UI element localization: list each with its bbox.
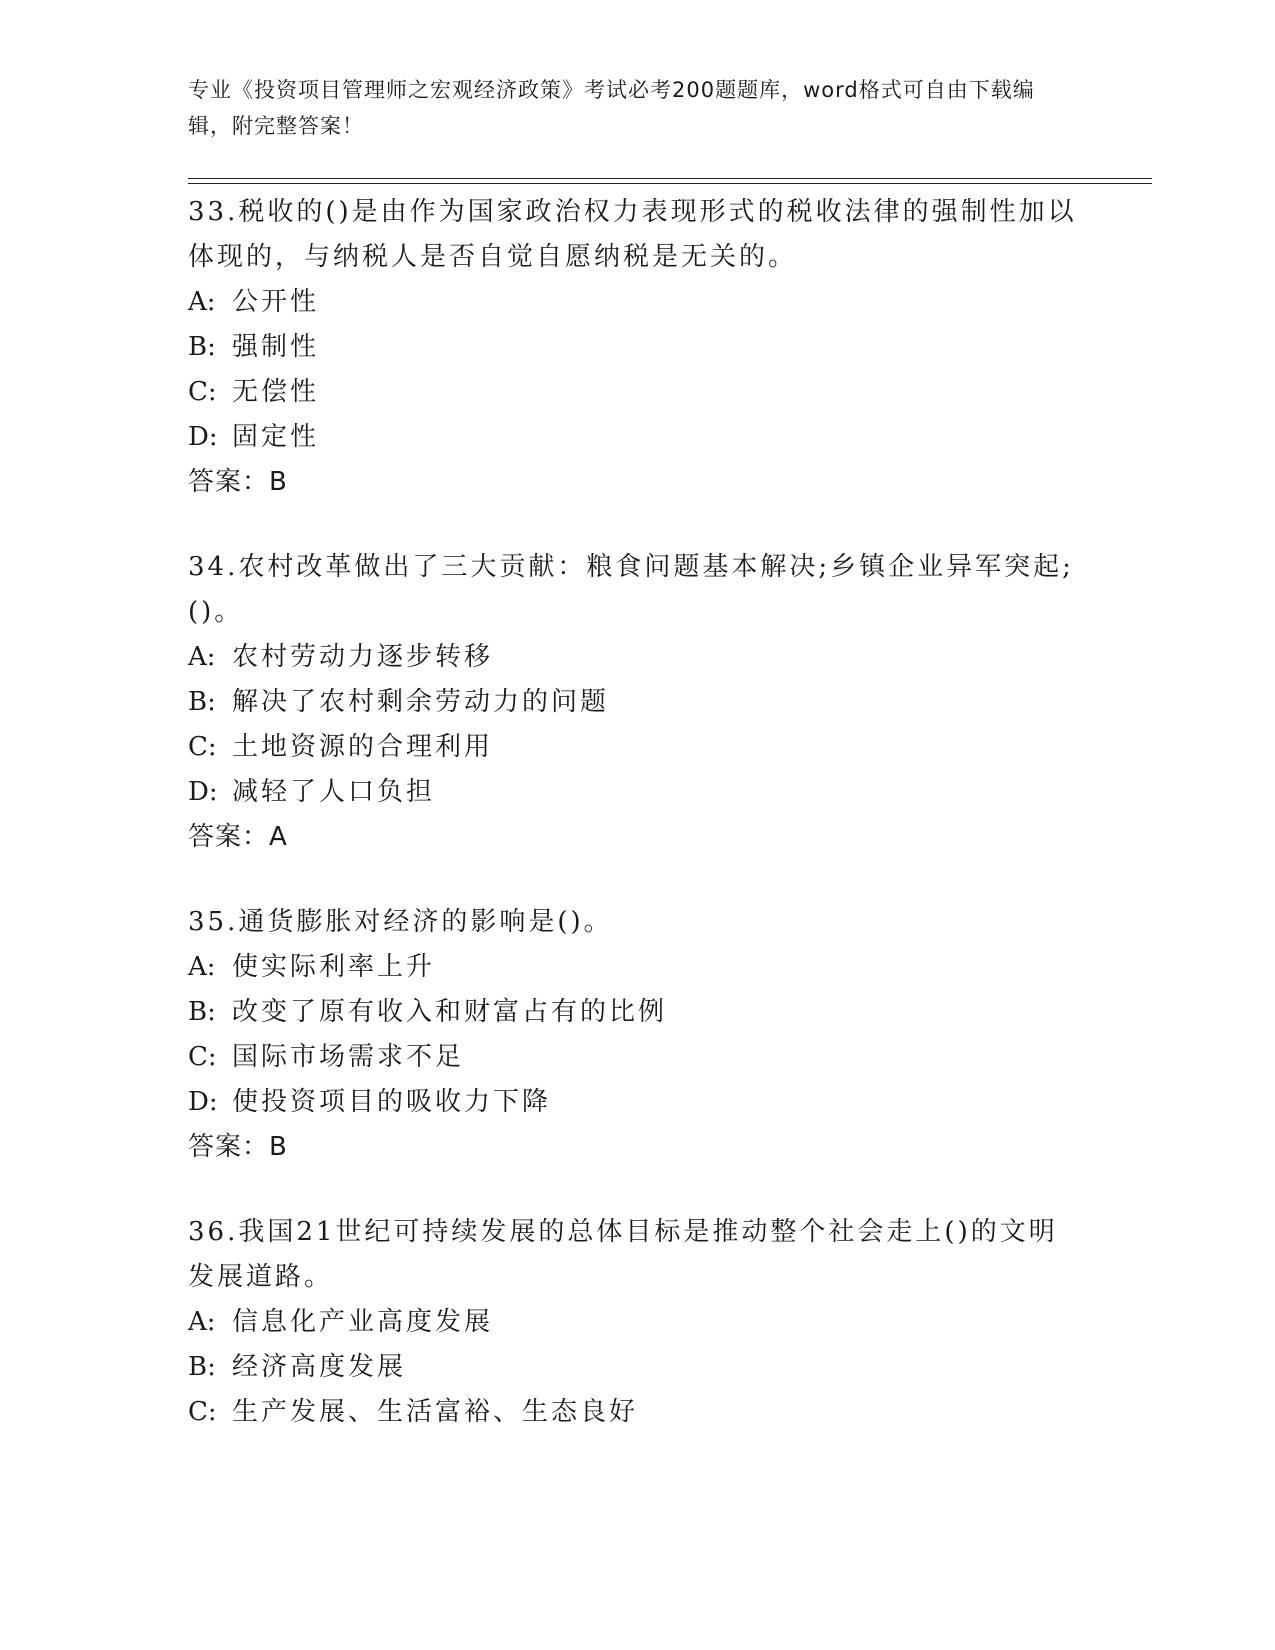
question-stem: 33.税收的()是由作为国家政治权力表现形式的税收法律的强制性加以体现的，与纳税人是否自觉自愿纳税是无关的。 [188, 197, 1077, 272]
option-text: 生产发展、生活富裕、生态良好 [232, 1397, 639, 1427]
question-stem: 35.通货膨胀对经济的影响是()。 [188, 907, 613, 937]
option-text: 改变了原有收入和财富占有的比例 [232, 997, 668, 1027]
answer-line: 答案：B [188, 467, 288, 497]
option-text: 使投资项目的吸收力下降 [232, 1087, 552, 1117]
question-33 [188, 190, 1088, 505]
option-text: 经济高度发展 [232, 1352, 407, 1382]
option-key: D: [188, 777, 218, 807]
option-key: D: [188, 422, 218, 452]
question-list [188, 190, 1088, 1475]
option-text: 减轻了人口负担 [232, 777, 436, 807]
option-key: B: [188, 332, 216, 362]
option-text: 固定性 [232, 422, 320, 452]
option-d [188, 770, 1088, 815]
option-d [188, 1080, 1088, 1125]
answer-line: 答案：A [188, 822, 288, 852]
option-key: A: [188, 287, 216, 317]
option-key: C: [188, 732, 217, 762]
option-a [188, 945, 1088, 990]
option-key: C: [188, 1397, 217, 1427]
option-key: B: [188, 1352, 216, 1382]
question-35 [188, 900, 1088, 1170]
option-text: 无偿性 [232, 377, 320, 407]
option-c [188, 725, 1088, 770]
option-b [188, 680, 1088, 725]
option-key: A: [188, 1307, 216, 1337]
option-c [188, 370, 1088, 415]
option-b [188, 990, 1088, 1035]
question-stem: 36.我国21世纪可持续发展的总体目标是推动整个社会走上()的文明发展道路。 [188, 1217, 1058, 1292]
header-title: 专业《投资项目管理师之宏观经济政策》考试必考200题题库，word格式可自由下载编辑，附完整答案！ [188, 78, 1035, 138]
option-text: 解决了农村剩余劳动力的问题 [232, 687, 610, 717]
option-a [188, 280, 1088, 325]
header-divider-top [188, 178, 1152, 179]
option-b [188, 325, 1088, 370]
option-key: C: [188, 377, 217, 407]
question-34 [188, 545, 1088, 860]
option-key: D: [188, 1087, 218, 1117]
question-36 [188, 1210, 1088, 1435]
option-text: 使实际利率上升 [232, 952, 436, 982]
option-b [188, 1345, 1088, 1390]
option-d [188, 415, 1088, 460]
option-a [188, 635, 1088, 680]
option-key: B: [188, 997, 216, 1027]
option-text: 强制性 [232, 332, 320, 362]
option-c [188, 1390, 1088, 1435]
option-key: A: [188, 952, 216, 982]
option-key: A: [188, 642, 216, 672]
question-stem: 34.农村改革做出了三大贡献：粮食问题基本解决;乡镇企业异军突起;()。 [188, 552, 1074, 627]
option-text: 国际市场需求不足 [232, 1042, 465, 1072]
option-key: C: [188, 1042, 217, 1072]
answer-line: 答案：B [188, 1132, 288, 1162]
option-text: 信息化产业高度发展 [232, 1307, 494, 1337]
option-c [188, 1035, 1088, 1080]
option-text: 农村劳动力逐步转移 [232, 642, 494, 672]
option-text: 土地资源的合理利用 [232, 732, 494, 762]
header-divider-bottom [188, 183, 1152, 184]
option-a [188, 1300, 1088, 1345]
document-header [188, 72, 1068, 144]
option-key: B: [188, 687, 216, 717]
option-text: 公开性 [232, 287, 320, 317]
